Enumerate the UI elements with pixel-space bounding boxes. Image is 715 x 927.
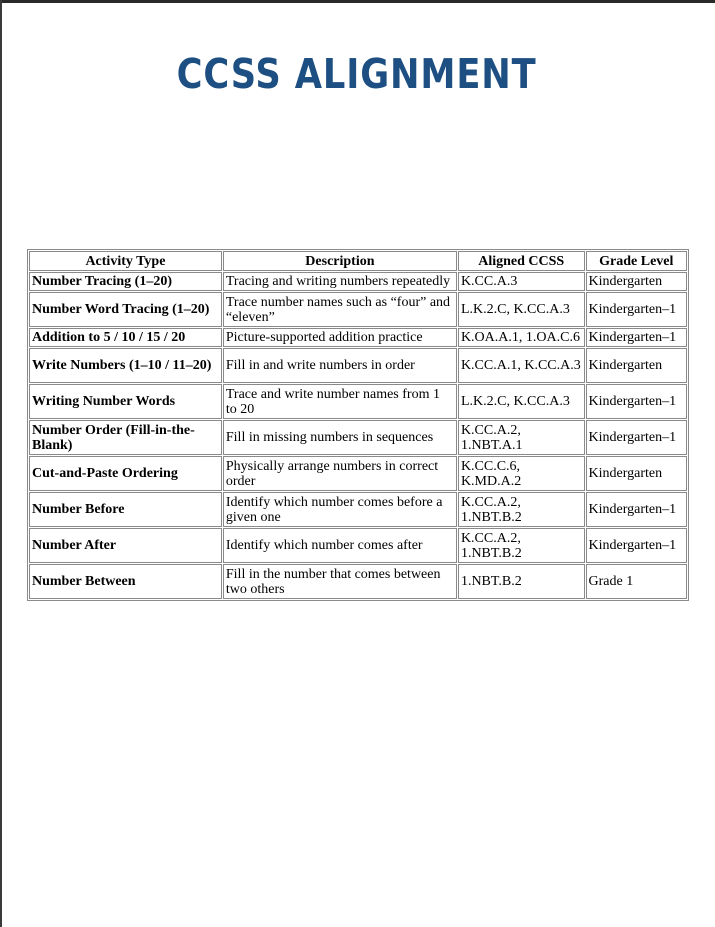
cell-activity: Cut-and-Paste Ordering bbox=[29, 456, 222, 491]
header-aligned-ccss: Aligned CCSS bbox=[458, 251, 585, 271]
table-header-row bbox=[29, 251, 687, 271]
header-grade-level: Grade Level bbox=[586, 251, 687, 271]
cell-description: Fill in and write numbers in order bbox=[223, 348, 457, 383]
cell-activity: Number After bbox=[29, 528, 222, 563]
cell-ccss: K.CC.A.3 bbox=[458, 272, 585, 291]
cell-description: Fill in missing numbers in sequences bbox=[223, 420, 457, 455]
cell-activity: Writing Number Words bbox=[29, 384, 222, 419]
cell-grade: Kindergarten–1 bbox=[586, 420, 687, 455]
cell-description: Identify which number comes after bbox=[223, 528, 457, 563]
cell-ccss: L.K.2.C, K.CC.A.3 bbox=[458, 292, 585, 327]
cell-activity: Number Tracing (1–20) bbox=[29, 272, 222, 291]
cell-description: Tracing and writing numbers repeatedly bbox=[223, 272, 457, 291]
cell-activity: Addition to 5 / 10 / 15 / 20 bbox=[29, 328, 222, 347]
cell-grade: Grade 1 bbox=[586, 564, 687, 599]
cell-ccss: K.CC.A.1, K.CC.A.3 bbox=[458, 348, 585, 383]
cell-description: Picture-supported addition practice bbox=[223, 328, 457, 347]
table-row bbox=[29, 456, 687, 491]
header-activity-type: Activity Type bbox=[29, 251, 222, 271]
cell-ccss: 1.NBT.B.2 bbox=[458, 564, 585, 599]
cell-grade: Kindergarten–1 bbox=[586, 328, 687, 347]
table-row bbox=[29, 528, 687, 563]
cell-grade: Kindergarten–1 bbox=[586, 492, 687, 527]
cell-activity: Number Word Tracing (1–20) bbox=[29, 292, 222, 327]
table-row bbox=[29, 420, 687, 455]
cell-grade: Kindergarten bbox=[586, 272, 687, 291]
cell-ccss: K.CC.A.2, 1.NBT.B.2 bbox=[458, 528, 585, 563]
cell-ccss: L.K.2.C, K.CC.A.3 bbox=[458, 384, 585, 419]
cell-activity: Number Between bbox=[29, 564, 222, 599]
cell-description: Trace number names such as “four” and “eleven” bbox=[223, 292, 457, 327]
cell-ccss: K.OA.A.1, 1.OA.C.6 bbox=[458, 328, 585, 347]
cell-ccss: K.CC.A.2, 1.NBT.B.2 bbox=[458, 492, 585, 527]
ccss-table-container bbox=[27, 249, 689, 601]
table-row bbox=[29, 272, 687, 291]
table-row bbox=[29, 492, 687, 527]
cell-grade: Kindergarten bbox=[586, 456, 687, 491]
cell-description: Physically arrange numbers in correct order bbox=[223, 456, 457, 491]
cell-ccss: K.CC.C.6, K.MD.A.2 bbox=[458, 456, 585, 491]
cell-description: Trace and write number names from 1 to 20 bbox=[223, 384, 457, 419]
header-description: Description bbox=[223, 251, 457, 271]
table-row bbox=[29, 292, 687, 327]
cell-ccss: K.CC.A.2, 1.NBT.A.1 bbox=[458, 420, 585, 455]
cell-grade: Kindergarten–1 bbox=[586, 528, 687, 563]
cell-activity: Number Before bbox=[29, 492, 222, 527]
table-row bbox=[29, 384, 687, 419]
cell-description: Identify which number comes before a given one bbox=[223, 492, 457, 527]
table-row bbox=[29, 348, 687, 383]
cell-activity: Write Numbers (1–10 / 11–20) bbox=[29, 348, 222, 383]
table-row bbox=[29, 328, 687, 347]
top-edge bbox=[0, 0, 715, 3]
cell-grade: Kindergarten–1 bbox=[586, 292, 687, 327]
cell-description: Fill in the number that comes between two others bbox=[223, 564, 457, 599]
page-title: CCSS ALIGNMENT bbox=[176, 50, 537, 98]
ccss-alignment-table bbox=[27, 249, 689, 601]
table-row bbox=[29, 564, 687, 599]
cell-activity: Number Order (Fill-in-the-Blank) bbox=[29, 420, 222, 455]
cell-grade: Kindergarten–1 bbox=[586, 384, 687, 419]
left-edge bbox=[0, 0, 2, 927]
cell-grade: Kindergarten bbox=[586, 348, 687, 383]
